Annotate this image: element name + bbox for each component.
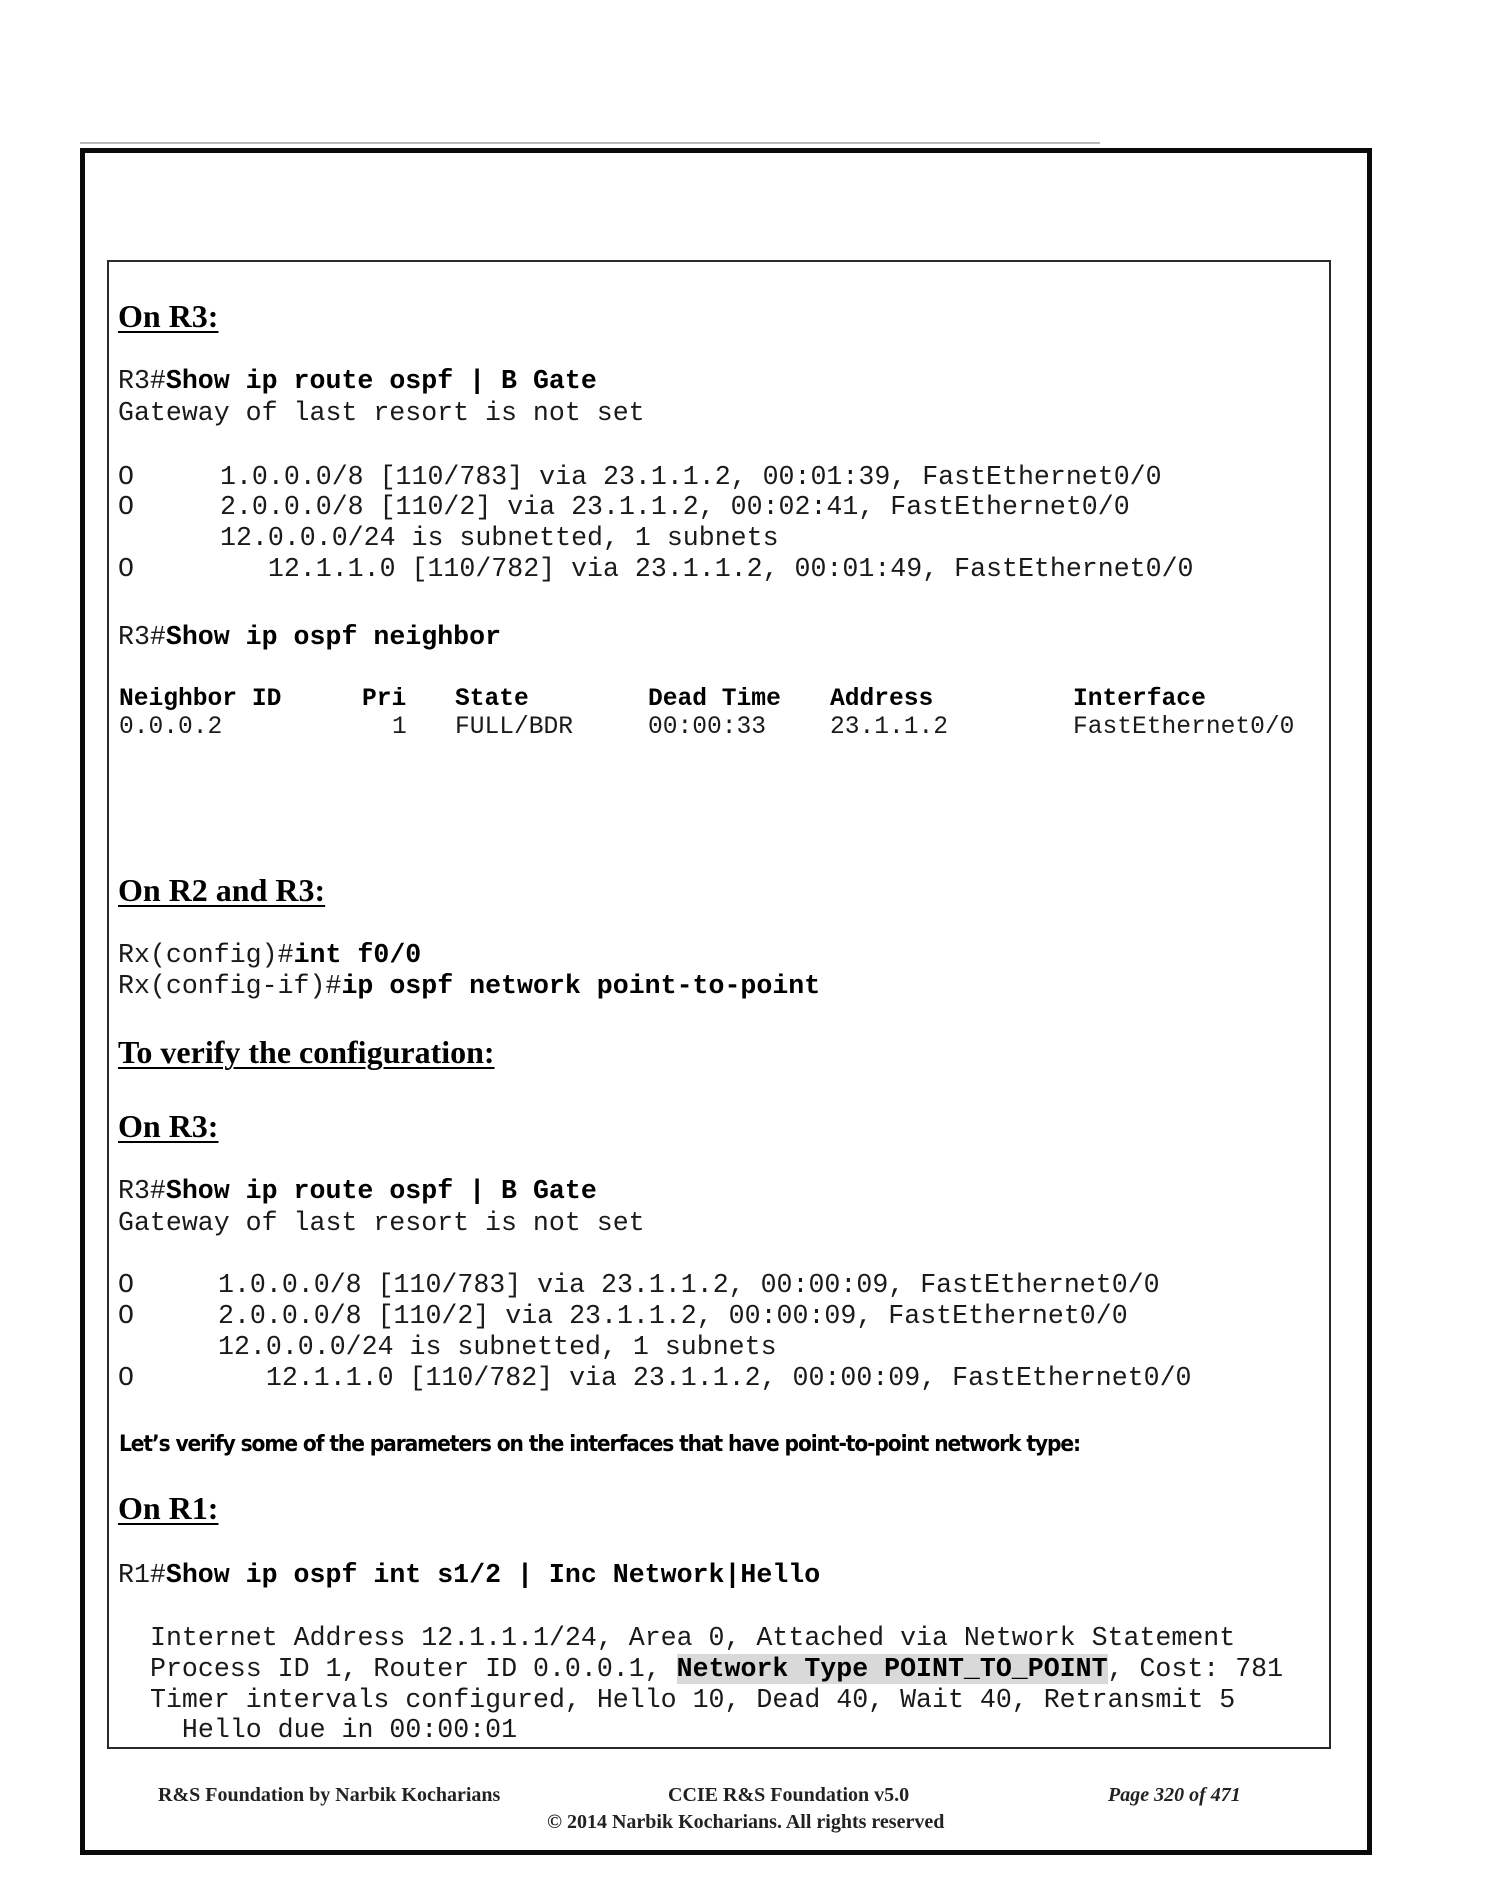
cli-prompt: R3#: [118, 622, 166, 652]
cell-neighbor-id: 0.0.0.2: [119, 714, 223, 741]
cli-output-line: Gateway of last resort is not set: [118, 1208, 645, 1238]
route-entry: 12.0.0.0/24 is subnetted, 1 subnets: [220, 523, 779, 553]
interface-output-line: [150, 1656, 1283, 1683]
route-entry: 2.0.0.0/8 [110/2] via 23.1.1.2, 00:02:41, FastEthernet0/0: [220, 492, 1130, 522]
cli-prompt: Rx(config-if)#: [118, 971, 342, 1001]
cli-command-line: [118, 1562, 820, 1589]
cli-command-line: [118, 368, 597, 395]
cli-command: int f0/0: [293, 940, 422, 970]
route-entry: 12.0.0.0/24 is subnetted, 1 subnets: [218, 1332, 777, 1362]
footer-copyright: © 2014 Narbik Kocharians. All rights reserved: [547, 1811, 945, 1833]
cli-command-line: [118, 1178, 597, 1205]
cell-state: FULL/BDR: [455, 714, 574, 741]
scan-artifact-line: [80, 142, 1100, 144]
interface-output-line: Timer intervals configured, Hello 10, Dead 40, Wait 40, Retransmit 5: [150, 1685, 1236, 1715]
cell-address: 23.1.1.2: [830, 714, 949, 741]
footer-author: R&S Foundation by Narbik Kocharians: [158, 1784, 501, 1806]
cli-prompt: R3#: [118, 366, 166, 396]
verify-params-text: Let’s verify some of the parameters on the interfaces that have point-to-point network type:: [119, 1432, 1080, 1457]
cli-command: Show ip route ospf | B Gate: [165, 1176, 597, 1206]
col-state: State: [455, 686, 529, 713]
route-entry: 12.1.1.0 [110/782] via 23.1.1.2, 00:00:09, FastEthernet0/0: [218, 1363, 1192, 1393]
heading-on-r2-and-r3: On R2 and R3:: [118, 872, 326, 908]
highlighted-network-type: Network Type POINT_TO_POINT: [676, 1654, 1108, 1684]
output-text: , Cost: 781: [1107, 1654, 1284, 1684]
col-dead-time: Dead Time: [648, 686, 781, 713]
col-neighbor-id: Neighbor ID: [119, 686, 282, 713]
route-entry: 1.0.0.0/8 [110/783] via 23.1.1.2, 00:01:39, FastEthernet0/0: [220, 462, 1162, 492]
col-interface: Interface: [1073, 686, 1206, 713]
route-entry: 2.0.0.0/8 [110/2] via 23.1.1.2, 00:00:09, FastEthernet0/0: [218, 1301, 1128, 1331]
cli-command: ip ospf network point-to-point: [341, 971, 821, 1001]
config-line: [118, 973, 820, 1000]
cli-prompt: R3#: [118, 1176, 166, 1206]
cli-command-line: [118, 624, 501, 651]
cli-prompt: R1#: [118, 1560, 166, 1590]
footer-course: CCIE R&S Foundation v5.0: [668, 1784, 910, 1806]
route-code: O: [118, 1301, 134, 1331]
cell-pri: 1: [392, 714, 407, 741]
cli-prompt: Rx(config)#: [118, 940, 294, 970]
heading-on-r1: On R1:: [118, 1490, 219, 1526]
cli-command: Show ip ospf int s1/2 | Inc Network|Hello: [165, 1560, 821, 1590]
route-code: O: [118, 492, 134, 522]
heading-on-r3-verify: On R3:: [118, 1108, 219, 1144]
heading-on-r3: On R3:: [118, 298, 219, 334]
config-line: [118, 942, 421, 969]
cli-output-line: Gateway of last resort is not set: [118, 398, 645, 428]
cli-command: Show ip route ospf | B Gate: [165, 366, 597, 396]
cell-interface: FastEthernet0/0: [1073, 714, 1295, 741]
route-entry: 12.1.1.0 [110/782] via 23.1.1.2, 00:01:49, FastEthernet0/0: [220, 554, 1194, 584]
interface-output-line: Internet Address 12.1.1.1/24, Area 0, Attached via Network Statement: [150, 1623, 1236, 1653]
cell-dead-time: 00:00:33: [648, 714, 767, 741]
heading-to-verify: To verify the configuration:: [118, 1034, 495, 1070]
route-code: O: [118, 1270, 134, 1300]
route-code: O: [118, 1363, 134, 1393]
route-entry: 1.0.0.0/8 [110/783] via 23.1.1.2, 00:00:09, FastEthernet0/0: [218, 1270, 1160, 1300]
col-address: Address: [830, 686, 934, 713]
footer-page-number: Page 320 of 471: [1108, 1784, 1241, 1806]
output-text: Process ID 1, Router ID 0.0.0.1,: [150, 1654, 677, 1684]
cli-command: Show ip ospf neighbor: [165, 622, 502, 652]
route-code: O: [118, 462, 134, 492]
route-code: O: [118, 554, 134, 584]
interface-output-line: Hello due in 00:00:01: [150, 1715, 518, 1745]
col-pri: Pri: [362, 686, 407, 713]
